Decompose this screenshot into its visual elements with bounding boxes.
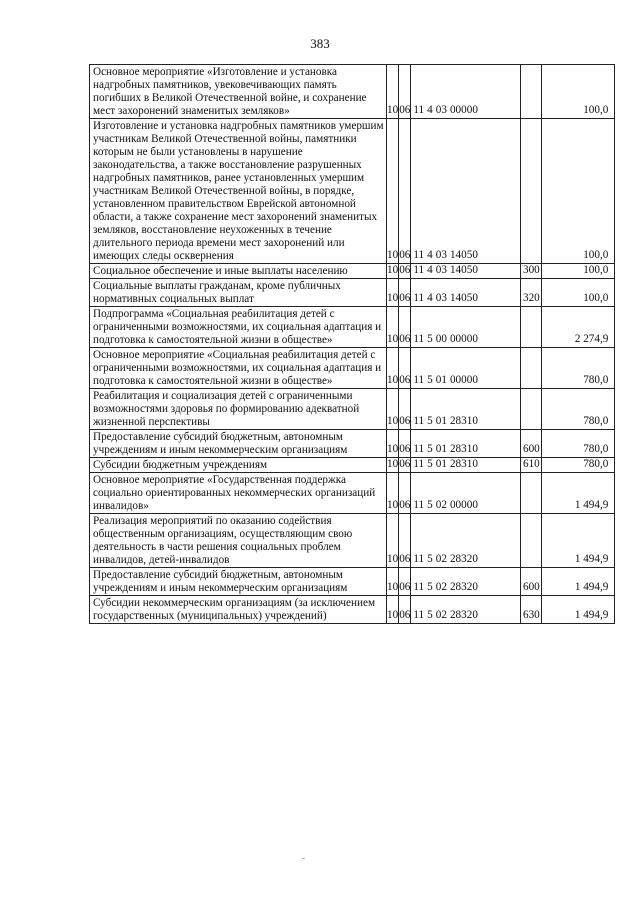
target-article-part: 5 <box>427 581 433 593</box>
target-article-part: 5 <box>427 333 433 345</box>
target-article-code <box>413 264 481 276</box>
section-code-cell: 10 <box>387 264 399 279</box>
section-code-cell: 10 <box>387 307 399 348</box>
target-article-part: 14050 <box>449 264 478 276</box>
target-article-code <box>413 104 481 116</box>
target-article-part: 28320 <box>449 581 478 593</box>
table-row <box>90 473 615 514</box>
expense-type-cell: 630 <box>521 596 542 624</box>
target-article-code <box>413 249 481 261</box>
target-article-part: 5 <box>427 553 433 565</box>
section-code-cell: 10 <box>387 430 399 458</box>
target-article-code <box>413 458 481 470</box>
section-code-cell: 10 <box>387 568 399 596</box>
target-article-part: 00000 <box>449 374 478 386</box>
target-article-cell <box>411 348 521 389</box>
subsection-code-cell: 06 <box>399 473 411 514</box>
amount-cell: 100,0 <box>542 65 615 119</box>
expense-type-cell: 320 <box>521 279 542 307</box>
table-row <box>90 307 615 348</box>
expense-type-cell: 300 <box>521 264 542 279</box>
target-article-cell <box>411 430 521 458</box>
subsection-code-cell: 06 <box>399 65 411 119</box>
amount-cell: 1 494,9 <box>542 473 615 514</box>
scan-artifact <box>302 858 305 859</box>
target-article-part: 02 <box>435 581 447 593</box>
target-article-code <box>413 553 481 565</box>
row-name-cell: Основное мероприятие «Изготовление и установка надгробных памятников, увековечивающих память погибших в Великой Отечественной войне, и сохранение мест захоронений знаменитых земляков» <box>90 65 387 119</box>
target-article-part: 28310 <box>449 443 478 455</box>
row-name-cell: Социальные выплаты гражданам, кроме публичных нормативных социальных выплат <box>90 279 387 307</box>
target-article-cell <box>411 514 521 568</box>
subsection-code-cell: 06 <box>399 389 411 430</box>
target-article-code <box>413 443 481 455</box>
target-article-code <box>413 581 481 593</box>
target-article-part: 02 <box>435 499 447 511</box>
target-article-part: 11 <box>413 609 425 621</box>
target-article-part: 28310 <box>449 415 478 427</box>
section-code-cell: 10 <box>387 348 399 389</box>
target-article-part: 11 <box>413 581 425 593</box>
table-row <box>90 568 615 596</box>
table-row <box>90 389 615 430</box>
target-article-code <box>413 292 481 304</box>
target-article-code <box>413 609 481 621</box>
target-article-part: 4 <box>427 264 433 276</box>
target-article-cell <box>411 568 521 596</box>
target-article-part: 4 <box>427 292 433 304</box>
table-row <box>90 430 615 458</box>
target-article-part: 5 <box>427 415 433 427</box>
target-article-cell <box>411 389 521 430</box>
subsection-code-cell: 06 <box>399 514 411 568</box>
expense-type-cell <box>521 473 542 514</box>
expense-type-cell <box>521 65 542 119</box>
target-article-part: 5 <box>427 443 433 455</box>
target-article-cell <box>411 307 521 348</box>
row-name-cell: Изготовление и установка надгробных памятников умершим участникам Великой Отечественной войны, памятники которым не были установлены в нарушение законодательства, а также восстановление разрушенных надгробных памятников, ранее установленных умершим участникам Великой Отечественной войны, в порядке, установленном правительством Еврейской автономной области, а также сохранение мест захоронений знаменитых земляков, восстановление неухоженных в течение длительного периода времени мест захоронений или имеющих следы осквернения <box>90 119 387 264</box>
target-article-code <box>413 415 481 427</box>
amount-cell: 100,0 <box>542 264 615 279</box>
subsection-code-cell: 06 <box>399 596 411 624</box>
section-code-cell: 10 <box>387 473 399 514</box>
amount-cell: 2 274,9 <box>542 307 615 348</box>
section-code-cell: 10 <box>387 119 399 264</box>
subsection-code-cell: 06 <box>399 307 411 348</box>
subsection-code-cell: 06 <box>399 279 411 307</box>
amount-cell: 100,0 <box>542 119 615 264</box>
target-article-cell <box>411 473 521 514</box>
target-article-part: 02 <box>435 609 447 621</box>
target-article-cell <box>411 264 521 279</box>
page-number: 383 <box>310 36 330 51</box>
subsection-code-cell: 06 <box>399 119 411 264</box>
target-article-part: 11 <box>413 374 425 386</box>
target-article-part: 5 <box>427 374 433 386</box>
target-article-part: 03 <box>435 292 447 304</box>
target-article-part: 11 <box>413 553 425 565</box>
target-article-cell <box>411 458 521 473</box>
budget-table <box>89 64 615 624</box>
target-article-part: 02 <box>435 553 447 565</box>
table-row <box>90 514 615 568</box>
target-article-part: 11 <box>413 333 425 345</box>
target-article-part: 11 <box>413 415 425 427</box>
row-name-cell: Социальное обеспечение и иные выплаты населению <box>90 264 387 279</box>
target-article-cell <box>411 596 521 624</box>
target-article-part: 11 <box>413 264 425 276</box>
target-article-part: 5 <box>427 499 433 511</box>
amount-cell: 780,0 <box>542 348 615 389</box>
target-article-part: 28320 <box>449 553 478 565</box>
target-article-part: 28310 <box>449 458 478 470</box>
target-article-part: 00000 <box>449 333 478 345</box>
expense-type-cell <box>521 307 542 348</box>
target-article-code <box>413 333 481 345</box>
row-name-cell: Основное мероприятие «Государственная поддержка социально ориентированных некоммерческих организаций инвалидов» <box>90 473 387 514</box>
target-article-part: 00000 <box>449 104 478 116</box>
target-article-part: 01 <box>435 415 447 427</box>
target-article-part: 14050 <box>449 292 478 304</box>
expense-type-cell: 610 <box>521 458 542 473</box>
amount-cell: 1 494,9 <box>542 514 615 568</box>
target-article-part: 11 <box>413 499 425 511</box>
target-article-cell <box>411 279 521 307</box>
table-row <box>90 119 615 264</box>
amount-cell: 780,0 <box>542 389 615 430</box>
target-article-part: 11 <box>413 292 425 304</box>
subsection-code-cell: 06 <box>399 458 411 473</box>
subsection-code-cell: 06 <box>399 430 411 458</box>
target-article-part: 4 <box>427 249 433 261</box>
table-row <box>90 264 615 279</box>
target-article-part: 11 <box>413 104 425 116</box>
section-code-cell: 10 <box>387 458 399 473</box>
target-article-part: 01 <box>435 443 447 455</box>
expense-type-cell <box>521 119 542 264</box>
target-article-code <box>413 499 481 511</box>
table-row <box>90 65 615 119</box>
target-article-part: 01 <box>435 374 447 386</box>
target-article-part: 4 <box>427 104 433 116</box>
expense-type-cell <box>521 348 542 389</box>
table-row <box>90 279 615 307</box>
row-name-cell: Реализация мероприятий по оказанию содействия общественным организациям, осуществляющим свою деятельность в части решения социальных проблем инвалидов, детей-инвалидов <box>90 514 387 568</box>
section-code-cell: 10 <box>387 389 399 430</box>
row-name-cell: Субсидии бюджетным учреждениям <box>90 458 387 473</box>
expense-type-cell: 600 <box>521 568 542 596</box>
amount-cell: 1 494,9 <box>542 568 615 596</box>
amount-cell: 100,0 <box>542 279 615 307</box>
row-name-cell: Реабилитация и социализация детей с ограниченными возможностями здоровья по формированию адекватной жизненной перспективы <box>90 389 387 430</box>
subsection-code-cell: 06 <box>399 348 411 389</box>
target-article-part: 00 <box>435 333 447 345</box>
target-article-cell <box>411 65 521 119</box>
target-article-part: 03 <box>435 264 447 276</box>
target-article-part: 03 <box>435 249 447 261</box>
table-row <box>90 458 615 473</box>
expense-type-cell <box>521 514 542 568</box>
section-code-cell: 10 <box>387 65 399 119</box>
subsection-code-cell: 06 <box>399 568 411 596</box>
target-article-part: 5 <box>427 609 433 621</box>
target-article-part: 11 <box>413 443 425 455</box>
subsection-code-cell: 06 <box>399 264 411 279</box>
expense-type-cell: 600 <box>521 430 542 458</box>
section-code-cell: 10 <box>387 279 399 307</box>
row-name-cell: Субсидии некоммерческим организациям (за исключением государственных (муниципальных) учреждений) <box>90 596 387 624</box>
target-article-part: 01 <box>435 458 447 470</box>
budget-table-body <box>90 65 615 624</box>
target-article-cell <box>411 119 521 264</box>
target-article-part: 00000 <box>449 499 478 511</box>
row-name-cell: Предоставление субсидий бюджетным, автономным учреждениям и иным некоммерческим организациям <box>90 430 387 458</box>
table-row <box>90 348 615 389</box>
amount-cell: 780,0 <box>542 458 615 473</box>
target-article-part: 28320 <box>449 609 478 621</box>
target-article-part: 5 <box>427 458 433 470</box>
amount-cell: 780,0 <box>542 430 615 458</box>
target-article-part: 11 <box>413 249 425 261</box>
target-article-part: 11 <box>413 458 425 470</box>
amount-cell: 1 494,9 <box>542 596 615 624</box>
row-name-cell: Подпрограмма «Социальная реабилитация детей с ограниченными возможностями, их социальная адаптация и подготовка к самостоятельной жизни в обществе» <box>90 307 387 348</box>
target-article-part: 14050 <box>449 249 478 261</box>
section-code-cell: 10 <box>387 514 399 568</box>
expense-type-cell <box>521 389 542 430</box>
row-name-cell: Основное мероприятие «Социальная реабилитация детей с ограниченными возможностями, их социальная адаптация и подготовка к самостоятельной жизни в обществе» <box>90 348 387 389</box>
section-code-cell: 10 <box>387 596 399 624</box>
table-row <box>90 596 615 624</box>
target-article-code <box>413 374 481 386</box>
target-article-part: 03 <box>435 104 447 116</box>
row-name-cell: Предоставление субсидий бюджетным, автономным учреждениям и иным некоммерческим организациям <box>90 568 387 596</box>
